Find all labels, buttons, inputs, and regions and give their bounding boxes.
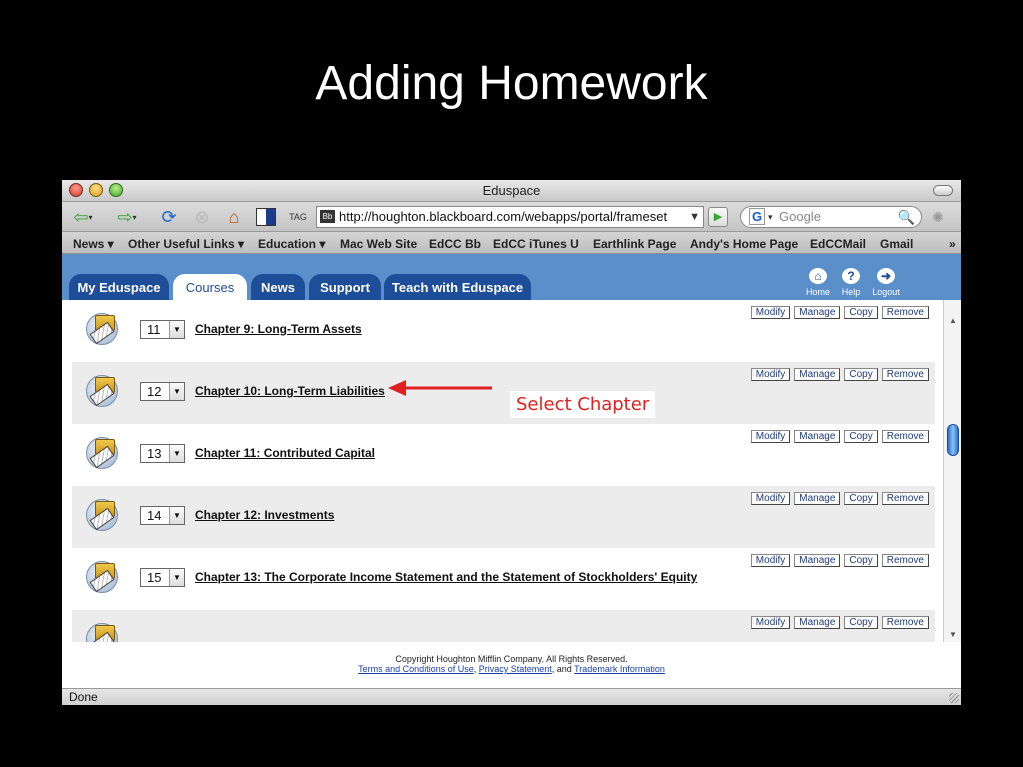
folder-icon (86, 559, 122, 593)
folder-icon (86, 435, 122, 469)
chapter-link[interactable]: Chapter 10: Long-Term Liabilities (195, 384, 385, 398)
order-select[interactable]: 14 ▼ (140, 506, 185, 525)
privacy-link[interactable]: Privacy Statement (478, 664, 552, 674)
site-favicon: Bb (320, 210, 335, 223)
chapter-link[interactable]: Chapter 13: The Corporate Income Statement and the Statement of Stockholders' Equity (195, 570, 698, 584)
copy-button[interactable]: Copy (844, 368, 877, 381)
order-select[interactable]: 12 ▼ (140, 382, 185, 401)
bookmarks-overflow-icon[interactable]: » (949, 237, 956, 251)
manage-button[interactable]: Manage (794, 430, 840, 443)
window-title: Eduspace (482, 183, 541, 198)
footer-links: Terms and Conditions of Use, Privacy Statement, and Trademark Information (358, 664, 665, 674)
folder-icon (86, 373, 122, 407)
remove-button[interactable]: Remove (882, 430, 929, 443)
tab-courses[interactable]: Courses (173, 274, 247, 302)
tab-teach-with-eduspace[interactable]: Teach with Eduspace (384, 274, 531, 302)
bookmark-gmail[interactable]: Gmail (880, 237, 914, 251)
chapter-link[interactable]: Chapter 9: Long-Term Assets (195, 322, 362, 336)
modify-button[interactable]: Modify (751, 368, 790, 381)
go-button[interactable]: ▶ (708, 207, 728, 227)
folder-icon (86, 621, 122, 642)
home-link[interactable] (803, 268, 833, 297)
url-text: http://houghton.blackboard.com/webapps/portal/frameset (339, 209, 668, 224)
modify-button[interactable]: Modify (751, 616, 790, 629)
list-item (72, 300, 935, 362)
copy-button[interactable]: Copy (844, 616, 877, 629)
google-icon[interactable]: G (749, 208, 765, 225)
order-select[interactable]: 15 ▼ (140, 568, 185, 587)
logout-label: Logout (872, 287, 900, 297)
url-input[interactable] (316, 206, 704, 228)
eduspace-nav (62, 254, 961, 300)
url-history-dropdown-icon[interactable]: ▼ (689, 211, 700, 223)
manage-button[interactable]: Manage (794, 492, 840, 505)
order-select[interactable]: 13 ▼ (140, 444, 185, 463)
slide-title: Adding Homework (315, 57, 708, 110)
footer-and-text: , and (551, 664, 572, 674)
bookmark-other-useful-links[interactable]: Other Useful Links ▾ (128, 237, 245, 251)
bookmark-grid-icon[interactable] (254, 206, 278, 228)
forward-icon[interactable]: ⇨ ▾ (117, 206, 137, 227)
page-footer (62, 642, 943, 688)
bookmark-earthlink-page[interactable]: Earthlink Page (593, 237, 677, 251)
folder-icon (86, 311, 122, 345)
modify-button[interactable]: Modify (751, 430, 790, 443)
home-icon: ⌂ (809, 268, 827, 284)
help-icon: ? (842, 268, 860, 284)
status-bar (62, 688, 961, 705)
remove-button[interactable]: Remove (882, 306, 929, 319)
callout-arrow-icon (388, 379, 492, 397)
manage-button[interactable]: Manage (794, 306, 840, 319)
order-select[interactable]: 11 ▼ (140, 320, 185, 339)
copy-button[interactable]: Copy (844, 492, 877, 505)
trademark-link[interactable]: Trademark Information (574, 664, 665, 674)
terms-link[interactable]: Terms and Conditions of Use (358, 664, 474, 674)
copyright-text: Copyright Houghton Mifflin Company. All Rights Reserved. (395, 654, 628, 664)
modify-button[interactable]: Modify (751, 554, 790, 567)
modify-button[interactable]: Modify (751, 492, 790, 505)
chapter-link[interactable]: Chapter 11: Contributed Capital (195, 446, 376, 460)
select-chapter-callout: Select Chapter (510, 391, 655, 418)
bookmark-edcc-bb[interactable]: EdCC Bb (429, 237, 481, 251)
list-item (72, 548, 935, 610)
search-icon[interactable]: 🔍 (897, 209, 915, 225)
bookmark-edccmail[interactable]: EdCCMail (810, 237, 867, 251)
copy-button[interactable]: Copy (844, 554, 877, 567)
list-item (72, 362, 935, 424)
list-item (72, 610, 935, 642)
scroll-up-icon[interactable]: ▲ (949, 316, 957, 325)
logout-link[interactable] (870, 268, 902, 297)
modify-button[interactable]: Modify (751, 306, 790, 319)
copy-button[interactable]: Copy (844, 430, 877, 443)
bookmark-news[interactable]: News ▾ (73, 237, 114, 251)
bookmark-education[interactable]: Education ▾ (258, 237, 326, 251)
stop-icon[interactable]: ⊗ (194, 206, 210, 227)
list-item (72, 424, 935, 486)
scrollbar-thumb[interactable] (947, 424, 959, 456)
course-content-list (62, 300, 943, 642)
reload-icon[interactable]: ⟳ (161, 206, 177, 227)
help-link[interactable] (836, 268, 866, 297)
folder-icon (86, 497, 122, 531)
manage-button[interactable]: Manage (794, 616, 840, 629)
search-engine-dropdown-icon[interactable]: ▾ (768, 212, 773, 222)
browser-window (62, 180, 961, 705)
search-placeholder: Google (779, 209, 821, 224)
remove-button[interactable]: Remove (882, 368, 929, 381)
status-text: Done (69, 690, 98, 704)
remove-button[interactable]: Remove (882, 554, 929, 567)
vertical-scrollbar[interactable] (943, 300, 961, 642)
bookmarks-bar (62, 232, 961, 254)
search-input[interactable] (740, 206, 922, 228)
bookmark-edcc-itunes-u[interactable]: EdCC iTunes U (493, 237, 579, 251)
browser-toolbar (62, 202, 961, 232)
bookmark-mac-web-site[interactable]: Mac Web Site (340, 237, 418, 251)
help-label: Help (841, 287, 861, 297)
remove-button[interactable]: Remove (882, 492, 929, 505)
back-icon[interactable]: ⇦ ▾ (73, 206, 93, 227)
chapter-link[interactable]: Chapter 12: Investments (195, 508, 335, 522)
remove-button[interactable]: Remove (882, 616, 929, 629)
manage-button[interactable]: Manage (794, 368, 840, 381)
list-item (72, 486, 935, 548)
logout-icon: ➜ (877, 268, 895, 284)
scroll-down-icon[interactable]: ▼ (949, 630, 957, 639)
tab-support[interactable]: Support (309, 274, 381, 302)
home-icon[interactable]: ⌂ (228, 206, 240, 227)
tag-icon[interactable]: TAG (289, 212, 307, 222)
home-label: Home (805, 287, 830, 297)
toolbar-toggle-button[interactable] (933, 185, 953, 196)
tab-my-eduspace[interactable]: My Eduspace (69, 274, 169, 302)
tab-news[interactable]: News (251, 274, 305, 302)
copy-button[interactable]: Copy (844, 306, 877, 319)
loading-spinner-icon: ✺ (932, 209, 944, 225)
manage-button[interactable]: Manage (794, 554, 840, 567)
title-bar (62, 180, 961, 202)
resize-grip-icon[interactable] (949, 693, 959, 703)
bookmark-andys-home-page[interactable]: Andy's Home Page (690, 237, 799, 251)
